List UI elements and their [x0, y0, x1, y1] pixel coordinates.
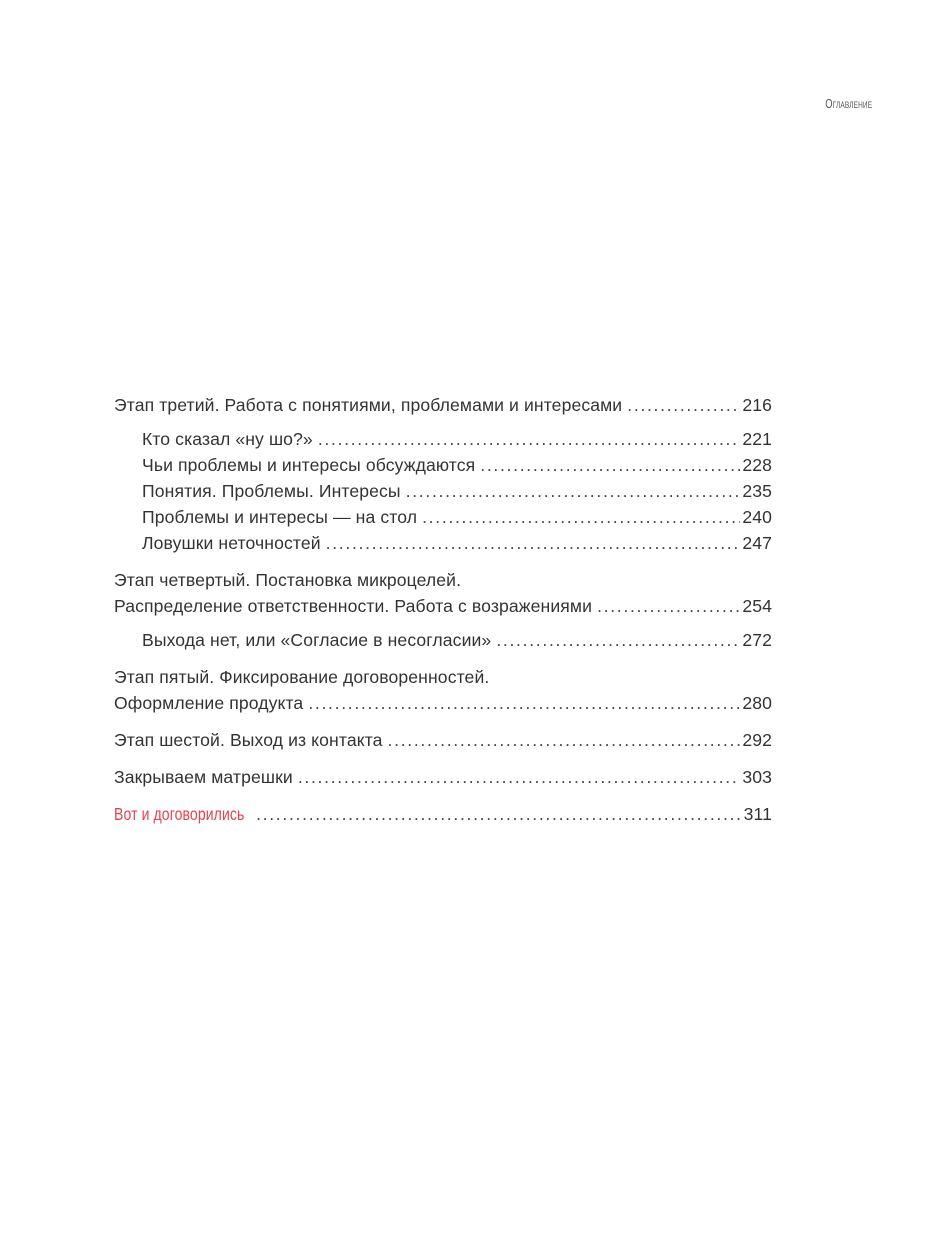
toc-entry-page: 280 [742, 693, 772, 713]
dot-leader [388, 727, 741, 753]
toc-entry-title: Ловушки неточностей [142, 533, 321, 553]
toc-entry-title-line2: Оформление продукта [114, 693, 304, 713]
toc-entry-page: 254 [742, 596, 772, 616]
toc-entry-page: 292 [742, 730, 772, 750]
toc-entry-page: 303 [742, 767, 772, 787]
running-head: Оглавление [825, 96, 872, 111]
toc-subentry[interactable] [114, 452, 772, 478]
toc-entry-title: Этап третий. Работа с понятиями, проблемами и интересами [114, 395, 623, 415]
toc-entry-title: Выхода нет, или «Согласие в несогласии» [142, 630, 492, 650]
dot-leader [496, 627, 740, 653]
toc-entry-title: Проблемы и интересы — на стол [142, 507, 418, 527]
toc-entry-page: 216 [742, 395, 772, 415]
toc-entry-closing[interactable] [114, 764, 772, 790]
dot-leader [298, 764, 741, 790]
dot-leader [256, 801, 742, 827]
toc-entry-title-line1: Этап пятый. Фиксирование договоренностей. [114, 667, 490, 687]
toc-entry-final[interactable] [114, 801, 772, 827]
toc-subentry[interactable] [114, 530, 772, 556]
toc-entry-stage3[interactable] [114, 392, 772, 418]
toc-entry-stage5[interactable] [114, 664, 772, 716]
dot-leader [627, 392, 740, 418]
toc-entry-title-line2: Распределение ответственности. Работа с возражениями [114, 596, 593, 616]
toc-entry-title: Закрываем матрешки [114, 767, 293, 787]
toc-entry-title: Кто сказал «ну шо?» [142, 429, 313, 449]
toc-entry-title: Этап шестой. Выход из контакта [114, 730, 383, 750]
dot-leader [326, 530, 741, 556]
dot-leader [318, 426, 741, 452]
toc-entry-title: Понятия. Проблемы. Интересы [142, 481, 401, 501]
toc-entry-page: 311 [743, 804, 772, 824]
toc-entry-page: 228 [742, 455, 772, 475]
toc-entry-stage6[interactable] [114, 727, 772, 753]
toc-subentry[interactable] [114, 478, 772, 504]
toc-entry-title-line1: Этап четвертый. Постановка микроцелей. [114, 570, 462, 590]
dot-leader [308, 690, 740, 716]
toc-subentry[interactable] [114, 504, 772, 530]
toc-entry-page: 235 [742, 481, 772, 501]
toc-entry-stage4[interactable] [114, 567, 772, 619]
toc-entry-page: 221 [742, 429, 772, 449]
dot-leader [597, 593, 740, 619]
toc-subentry[interactable] [114, 627, 772, 653]
dot-leader [480, 452, 740, 478]
toc-entry-title: Чьи проблемы и интересы обсуждаются [142, 455, 476, 475]
table-of-contents [114, 392, 772, 827]
dot-leader [406, 478, 741, 504]
toc-subentry[interactable] [114, 426, 772, 452]
toc-entry-page: 247 [742, 533, 772, 553]
dot-leader [422, 504, 740, 530]
toc-entry-page: 240 [742, 507, 772, 527]
toc-entry-page: 272 [742, 630, 772, 650]
toc-entry-title: Вот и договорились [114, 804, 245, 824]
